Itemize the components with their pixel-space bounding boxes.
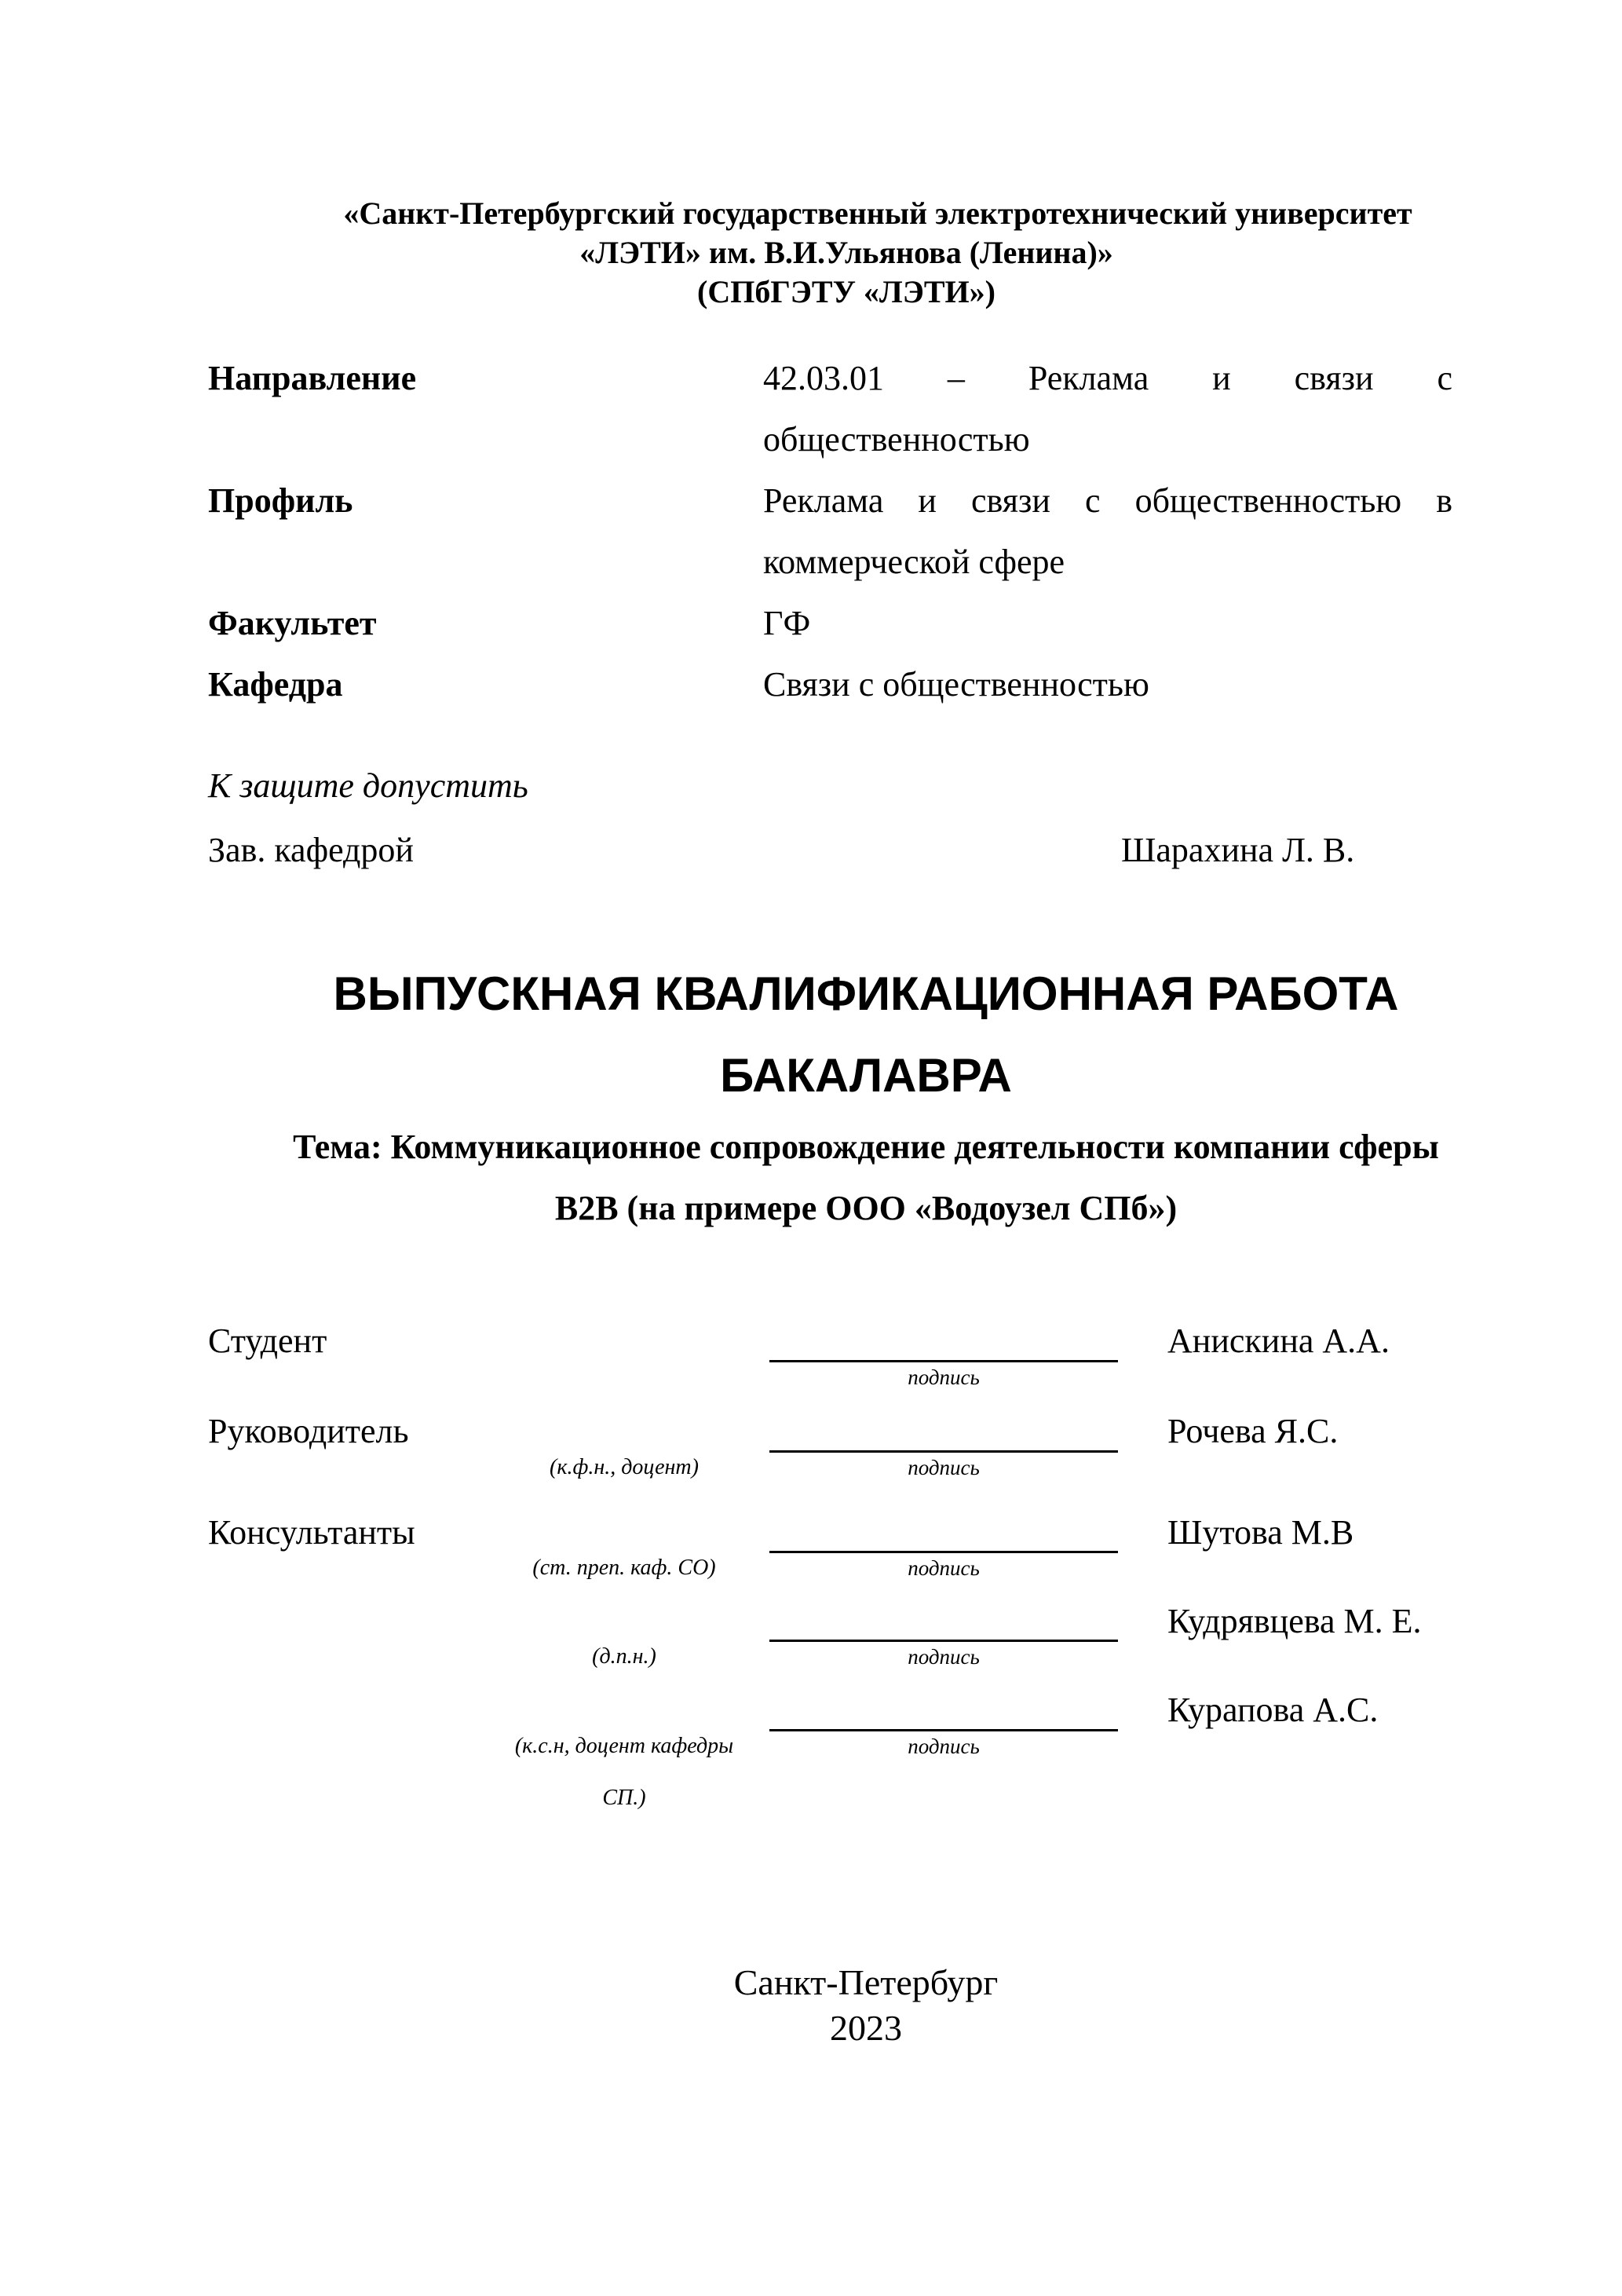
topic-line2: B2B (на примере ООО «Водоузел СПб») xyxy=(554,1189,1178,1227)
consultants-role: Консультанты xyxy=(208,1513,415,1552)
consultant3-credentials xyxy=(487,1720,762,1824)
document-title-line1: ВЫПУСКНАЯ КВАЛИФИКАЦИОННАЯ РАБОТА xyxy=(333,967,1399,1020)
footer-year: 2023 xyxy=(830,2008,902,2048)
supervisor-credentials: (к.ф.н., доцент) xyxy=(550,1455,699,1479)
document-title-line2: БАКАЛАВРА xyxy=(720,1049,1012,1102)
consultant2-credentials: (д.п.н.) xyxy=(592,1644,656,1669)
footer xyxy=(0,1960,1622,2051)
topic-line1: Тема: Коммуникационное сопровождение деятельности компании сферы xyxy=(293,1128,1439,1166)
direction-value xyxy=(763,348,1452,470)
supervisor-signature-line xyxy=(769,1450,1118,1453)
consultant1-signature-line xyxy=(769,1551,1118,1553)
university-abbreviation: (СПбГЭТУ «ЛЭТИ») xyxy=(697,274,995,309)
university-header xyxy=(0,194,1622,312)
student-signature-line xyxy=(769,1360,1118,1362)
university-name-line1: «Санкт-Петербургский государственный электротехнический университет xyxy=(343,196,1412,231)
student-name: Анискина А.А. xyxy=(1167,1322,1390,1360)
consultant2-name: Кудрявцева М. Е. xyxy=(1167,1602,1422,1640)
consultant1-signature-caption: подпись xyxy=(908,1556,980,1580)
head-of-department-role: Зав. кафедрой xyxy=(208,831,414,869)
direction-value-line1: 42.03.01 – Реклама и связи с xyxy=(763,359,1452,397)
consultant3-name: Курапова А.С. xyxy=(1167,1691,1379,1729)
consultant1-name: Шутова М.В xyxy=(1167,1513,1354,1552)
supervisor-name: Рочева Я.С. xyxy=(1167,1412,1339,1450)
student-role: Студент xyxy=(208,1322,327,1360)
consultant3-credentials-line2: СП.) xyxy=(602,1786,646,1810)
consultant2-signature-caption: подпись xyxy=(908,1645,980,1669)
consultant3-signature-caption: подпись xyxy=(908,1735,980,1758)
direction-value-line2: общественностью xyxy=(763,420,1030,459)
admission-text: К защите допустить xyxy=(208,766,528,805)
consultant3-credentials-line1: (к.с.н, доцент кафедры xyxy=(514,1734,734,1758)
footer-city: Санкт-Петербург xyxy=(733,1962,999,2002)
student-signature-caption: подпись xyxy=(908,1366,980,1389)
document-title xyxy=(0,953,1622,1117)
department-value: Связи с общественностью xyxy=(763,665,1149,704)
university-name-line2: «ЛЭТИ» им. В.И.Ульянова (Ленина)» xyxy=(579,235,1113,270)
profile-value-line2: коммерческой сфере xyxy=(763,543,1065,581)
faculty-value: ГФ xyxy=(763,604,811,642)
direction-label: Направление xyxy=(208,359,417,397)
topic xyxy=(0,1117,1622,1239)
supervisor-signature-caption: подпись xyxy=(908,1456,980,1479)
consultant3-signature-line xyxy=(769,1729,1118,1731)
department-label: Кафедра xyxy=(208,665,343,704)
faculty-label: Факультет xyxy=(208,604,377,642)
profile-label: Профиль xyxy=(208,481,353,520)
consultant2-signature-line xyxy=(769,1640,1118,1642)
consultant1-credentials: (ст. преп. каф. СО) xyxy=(532,1556,716,1580)
profile-value xyxy=(763,470,1452,593)
supervisor-role: Руководитель xyxy=(208,1412,409,1450)
head-of-department-name: Шарахина Л. В. xyxy=(1121,831,1355,869)
profile-value-line1: Реклама и связи с общественностью в xyxy=(763,481,1452,520)
